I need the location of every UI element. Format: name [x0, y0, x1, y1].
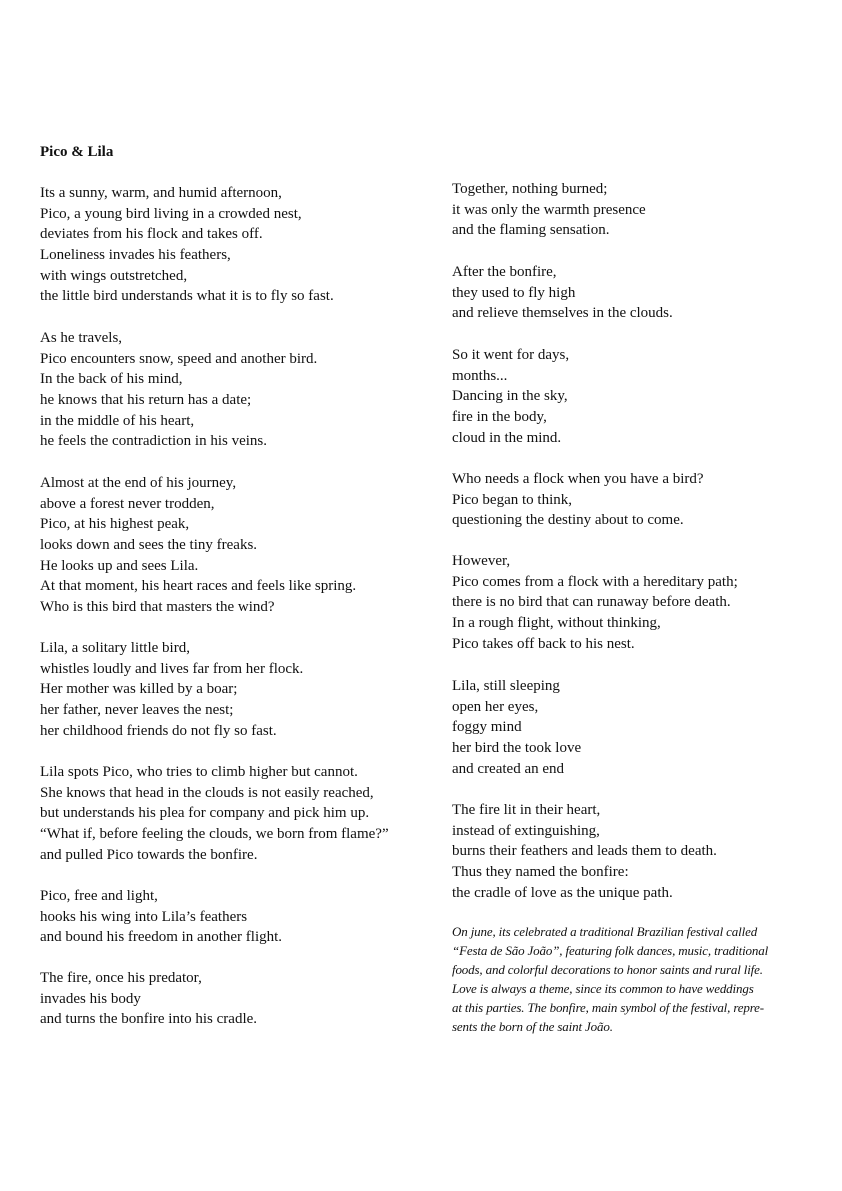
poem-line: invades his body: [40, 990, 141, 1007]
poem-line: looks down and sees the tiny freaks.: [40, 537, 258, 554]
poem-line: Thus they named the bonfire:: [452, 864, 629, 881]
poem-line: Together, nothing burned;: [452, 181, 608, 197]
poem-line: Dancing in the sky,: [452, 388, 568, 405]
poem-line: the little bird understands what it is to fly so fast.: [40, 288, 334, 305]
poem-line: He looks up and sees Lila.: [40, 557, 199, 574]
poem-line: The fire, once his predator,: [40, 970, 202, 986]
poem-line: with wings outstretched,: [40, 267, 188, 284]
note-line: On june, its celebrated a traditional Brazilian festival called: [452, 924, 758, 939]
poem-line: Pico, at his highest peak,: [40, 516, 190, 533]
poem-line: “What if, before feeling the clouds, we born from flame?”: [40, 826, 389, 843]
poem-line: burns their feathers and leads them to death.: [452, 843, 717, 860]
stanza: [40, 968, 257, 1030]
poem-line: The fire lit in their heart,: [452, 802, 601, 818]
poem-line: She knows that head in the clouds is not easily reached,: [40, 784, 374, 801]
poem-line: Pico began to think,: [452, 491, 572, 508]
note-line: foods, and colorful decorations to honor saints and rural life.: [452, 962, 763, 977]
stanza: [40, 473, 356, 618]
stanza: [452, 262, 673, 324]
poem-line: it was only the warmth presence: [452, 201, 646, 218]
poem-line: Who needs a flock when you have a bird?: [452, 471, 704, 487]
poem-line: and created an end: [452, 760, 565, 777]
poem-line: Its a sunny, warm, and humid afternoon,: [40, 185, 282, 201]
poem-line: Pico takes off back to his nest.: [452, 635, 635, 652]
poem-line: instead of extinguishing,: [452, 822, 600, 839]
poem-line: deviates from his flock and takes off.: [40, 226, 263, 243]
poem-line: Lila spots Pico, who tries to climb higher but cannot.: [40, 764, 358, 780]
stanza: [452, 469, 704, 531]
poem-line: cloud in the mind.: [452, 429, 562, 446]
poem-line: and relieve themselves in the clouds.: [452, 305, 673, 322]
stanza: [40, 183, 334, 307]
poem-line: hooks his wing into Lila’s feathers: [40, 908, 248, 925]
poem-line: her father, never leaves the nest;: [40, 702, 234, 719]
poem-line: but understands his plea for company and pick him up.: [40, 805, 370, 822]
note-line: Love is always a theme, since its common to have weddings: [452, 981, 754, 996]
poem-line: As he travels,: [40, 330, 123, 346]
poem-line: Pico, a young bird living in a crowded nest,: [40, 205, 302, 222]
poem-line: and bound his freedom in another flight.: [40, 929, 283, 946]
stanza: [452, 179, 646, 241]
note-line: sents the born of the saint João.: [452, 1019, 613, 1034]
poem-line: in the middle of his heart,: [40, 412, 195, 429]
poem-line: After the bonfire,: [452, 264, 557, 280]
poem-line: Lila, a solitary little bird,: [40, 640, 190, 656]
poem-line: However,: [452, 553, 511, 569]
stanza: [40, 762, 389, 865]
poem-line: Lila, still sleeping: [452, 678, 560, 694]
poem-line: foggy mind: [452, 719, 522, 736]
poem-line: and the flaming sensation.: [452, 222, 610, 239]
poem-line: months...: [452, 367, 508, 384]
poem-line: and turns the bonfire into his cradle.: [40, 1011, 258, 1028]
poem-line: he knows that his return has a date;: [40, 392, 252, 409]
poem-line: they used to fly high: [452, 284, 576, 301]
poem-line: the cradle of love as the unique path.: [452, 884, 673, 901]
poem-line: In the back of his mind,: [40, 371, 183, 388]
note-line: “Festa de São João”, featuring folk dances, music, traditional: [452, 943, 769, 958]
poem-line: Pico encounters snow, speed and another bird.: [40, 350, 318, 367]
poem-line: and pulled Pico towards the bonfire.: [40, 846, 258, 863]
poem-line: her bird the took love: [452, 740, 582, 757]
poem-line: whistles loudly and lives far from her flock.: [40, 660, 304, 677]
poem-line: In a rough flight, without thinking,: [452, 615, 661, 632]
poem-line: Who is this bird that masters the wind?: [40, 599, 275, 616]
stanza: [40, 638, 303, 741]
poem-line: Almost at the end of his journey,: [40, 475, 237, 491]
poem-line: there is no bird that can runaway before death.: [452, 594, 731, 611]
poem-line: open her eyes,: [452, 698, 539, 715]
poem-line: Loneliness invades his feathers,: [40, 247, 231, 264]
stanza: [40, 328, 317, 452]
poem-line: Pico, free and light,: [40, 888, 158, 904]
stanza: [452, 345, 569, 448]
poem-line: her childhood friends do not fly so fast.: [40, 722, 277, 739]
stanza: [452, 551, 738, 654]
poem-line: questioning the destiny about to come.: [452, 512, 684, 529]
poem-line: he feels the contradiction in his veins.: [40, 433, 268, 450]
poem-line: fire in the body,: [452, 409, 547, 426]
poem-line: At that moment, his heart races and feels like spring.: [40, 578, 357, 595]
poem-title: Pico & Lila: [40, 144, 114, 160]
festival-note: [452, 922, 822, 1036]
note-line: at this parties. The bonfire, main symbol of the festival, repre-: [452, 1000, 764, 1015]
poem-line: above a forest never trodden,: [40, 495, 215, 512]
stanza: [452, 800, 717, 903]
poem-line: Her mother was killed by a boar;: [40, 681, 238, 698]
stanza: [40, 886, 282, 948]
stanza: [452, 676, 581, 779]
poem-line: So it went for days,: [452, 347, 570, 363]
poem-line: Pico comes from a flock with a hereditary path;: [452, 573, 738, 590]
